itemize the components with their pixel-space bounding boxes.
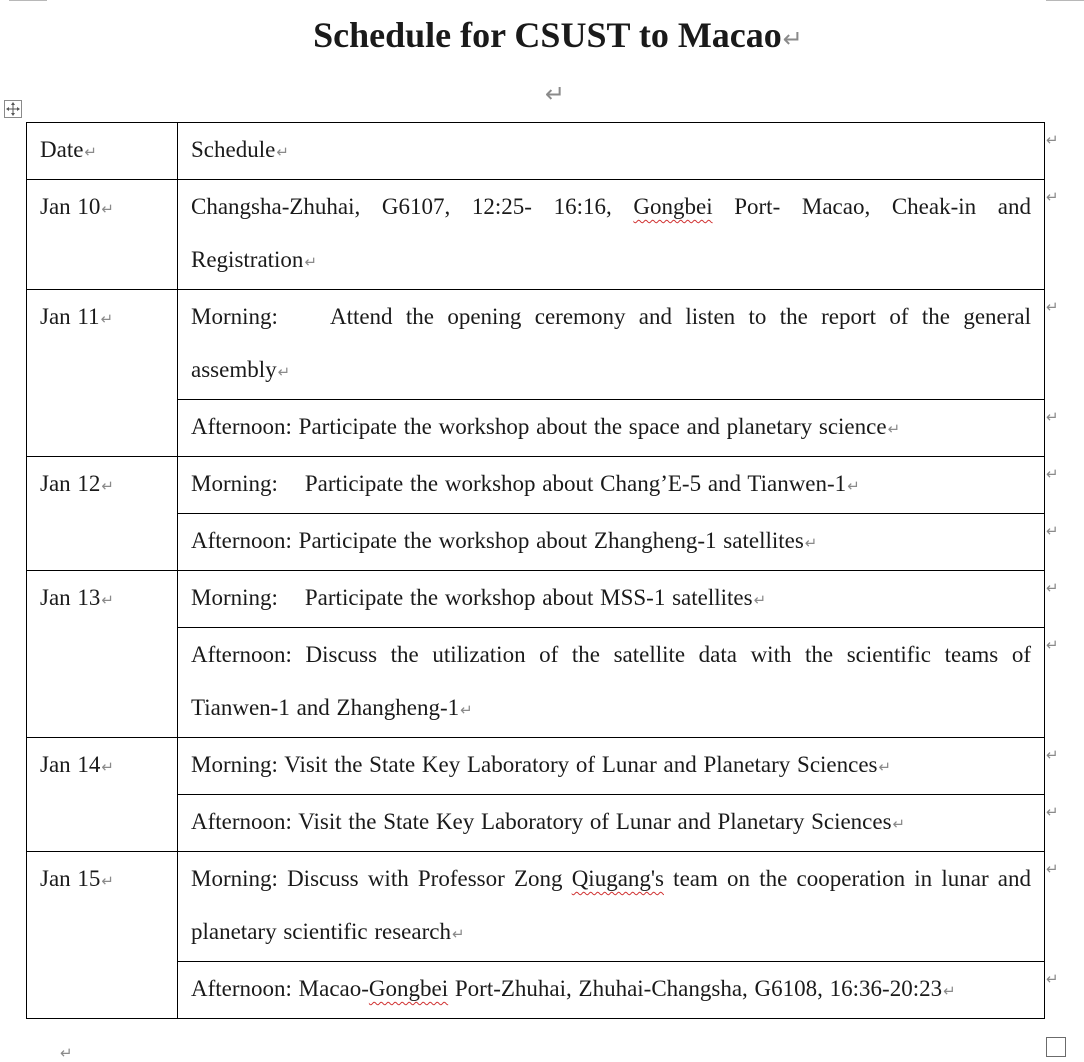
row-end-mark-icon: ↵ (1046, 464, 1059, 483)
schedule-entry-cell[interactable]: Morning: Participate the workshop about Chang’E-5 and Tianwen-1↵ (178, 457, 1045, 514)
schedule-entry-cell[interactable]: Afternoon: Participate the workshop about the space and planetary science↵ (178, 400, 1045, 457)
table-row (27, 738, 1045, 795)
schedule-entry-text: Morning: Visit the State Key Laboratory of Lunar and Planetary Sciences (191, 752, 878, 777)
schedule-entry-cell[interactable]: Afternoon: Visit the State Key Laboratory of Lunar and Planetary Sciences↵ (178, 795, 1045, 852)
table-row (27, 795, 1045, 852)
table-resize-handle[interactable] (1046, 1037, 1066, 1057)
spellcheck-underline: Gongbei (368, 976, 449, 1001)
schedule-entry-text: Morning: Discuss with Professor Zong Qiugang's team on the cooperation in lunar and planetary scientific research (191, 866, 1031, 944)
paragraph-mark-icon: ↵ (782, 25, 803, 53)
table-row (27, 571, 1045, 628)
date-cell[interactable]: Jan 12↵ (27, 457, 178, 571)
empty-paragraph-mark-icon[interactable]: ↵ (545, 80, 566, 108)
date-cell[interactable]: Jan 11↵ (27, 290, 178, 457)
schedule-header-cell[interactable]: Schedule↵ (178, 123, 1045, 180)
schedule-entry-cell[interactable]: Afternoon: Discuss the utilization of the satellite data with the scientific teams of Tianwen-1 and Zhangheng-1↵ (178, 628, 1045, 738)
row-end-mark-icon: ↵ (1046, 745, 1059, 764)
page-corner-mark-right (1046, 0, 1084, 1)
schedule-entry-text: Afternoon: Discuss the utilization of the satellite data with the scientific teams of Tianwen-1 and Zhangheng-1 (191, 642, 1031, 720)
row-end-mark-icon: ↵ (1046, 521, 1059, 540)
row-end-mark-icon: ↵ (1046, 859, 1059, 878)
date-cell[interactable]: Jan 15↵ (27, 852, 178, 1019)
schedule-entry-text: Afternoon: Visit the State Key Laboratory of Lunar and Planetary Sciences (191, 809, 892, 834)
schedule-entry-cell[interactable]: Afternoon: Participate the workshop about Zhangheng-1 satellites↵ (178, 514, 1045, 571)
row-end-mark-icon: ↵ (1046, 130, 1059, 149)
table-row (27, 962, 1045, 1019)
date-text: Jan 11 (40, 304, 100, 329)
page-corner-mark-left (9, 0, 47, 1)
table-row (27, 852, 1045, 962)
row-end-mark-icon: ↵ (1046, 802, 1059, 821)
row-end-mark-icon: ↵ (1046, 187, 1059, 206)
schedule-entry-text: Afternoon: Participate the workshop about Zhangheng-1 satellites (191, 528, 804, 553)
date-text: Jan 10 (40, 194, 101, 219)
date-header-cell[interactable]: Date↵ (27, 123, 178, 180)
table-header-row (27, 123, 1045, 180)
schedule-entry-cell[interactable]: Afternoon: Macao-Gongbei Port-Zhuhai, Zhuhai-Changsha, G6108, 16:36-20:23↵ (178, 962, 1045, 1019)
table-row (27, 290, 1045, 400)
date-cell[interactable]: Jan 14↵ (27, 738, 178, 852)
schedule-entry-cell[interactable]: Morning: Participate the workshop about MSS-1 satellites↵ (178, 571, 1045, 628)
schedule-entry-text: Afternoon: Macao-Gongbei Port-Zhuhai, Zhuhai-Changsha, G6108, 16:36-20:23 (191, 976, 943, 1001)
row-end-mark-icon: ↵ (1046, 407, 1059, 426)
schedule-entry-cell[interactable]: Morning: Visit the State Key Laboratory of Lunar and Planetary Sciences↵ (178, 738, 1045, 795)
schedule-entry-text: Morning: Attend the opening ceremony and listen to the report of the general assembly (191, 304, 1031, 382)
date-text: Jan 14 (40, 752, 101, 777)
row-end-mark-icon: ↵ (1046, 635, 1059, 654)
date-text: Jan 13 (40, 585, 101, 610)
table-row (27, 180, 1045, 290)
date-text: Jan 12 (40, 471, 101, 496)
row-end-mark-icon: ↵ (1046, 969, 1059, 988)
spellcheck-underline: Gongbei (633, 194, 713, 219)
row-end-mark-icon: ↵ (1046, 578, 1059, 597)
schedule-entry-cell[interactable]: Changsha-Zhuhai, G6107, 12:25- 16:16, Gongbei Port- Macao, Cheak-in and Registration↵ (178, 180, 1045, 290)
date-text: Jan 15 (40, 866, 101, 891)
spellcheck-underline: Qiugang's (571, 866, 664, 891)
document-title[interactable]: Schedule for CSUST to Macao↵ (313, 15, 803, 55)
schedule-entry-cell[interactable]: Morning: Discuss with Professor Zong Qiugang's team on the cooperation in lunar and planetary scientific research↵ (178, 852, 1045, 962)
table-move-handle-icon[interactable] (4, 100, 22, 118)
schedule-table[interactable] (26, 122, 1045, 1019)
table-row (27, 457, 1045, 514)
schedule-entry-text: Changsha-Zhuhai, G6107, 12:25- 16:16, Gongbei Port- Macao, Cheak-in and Registration (191, 194, 1031, 272)
schedule-entry-cell[interactable]: Morning: Attend the opening ceremony and listen to the report of the general assembly↵ (178, 290, 1045, 400)
schedule-entry-text: Afternoon: Participate the workshop about the space and planetary science (191, 414, 887, 439)
final-paragraph-mark-icon[interactable]: ↵ (60, 1044, 73, 1062)
date-cell[interactable]: Jan 10↵ (27, 180, 178, 290)
table-row (27, 514, 1045, 571)
table-row (27, 400, 1045, 457)
schedule-entry-text: Morning: Participate the workshop about Chang’E-5 and Tianwen-1 (191, 471, 847, 496)
row-end-mark-icon: ↵ (1046, 297, 1059, 316)
date-cell[interactable]: Jan 13↵ (27, 571, 178, 738)
table-row (27, 628, 1045, 738)
schedule-entry-text: Morning: Participate the workshop about MSS-1 satellites (191, 585, 753, 610)
